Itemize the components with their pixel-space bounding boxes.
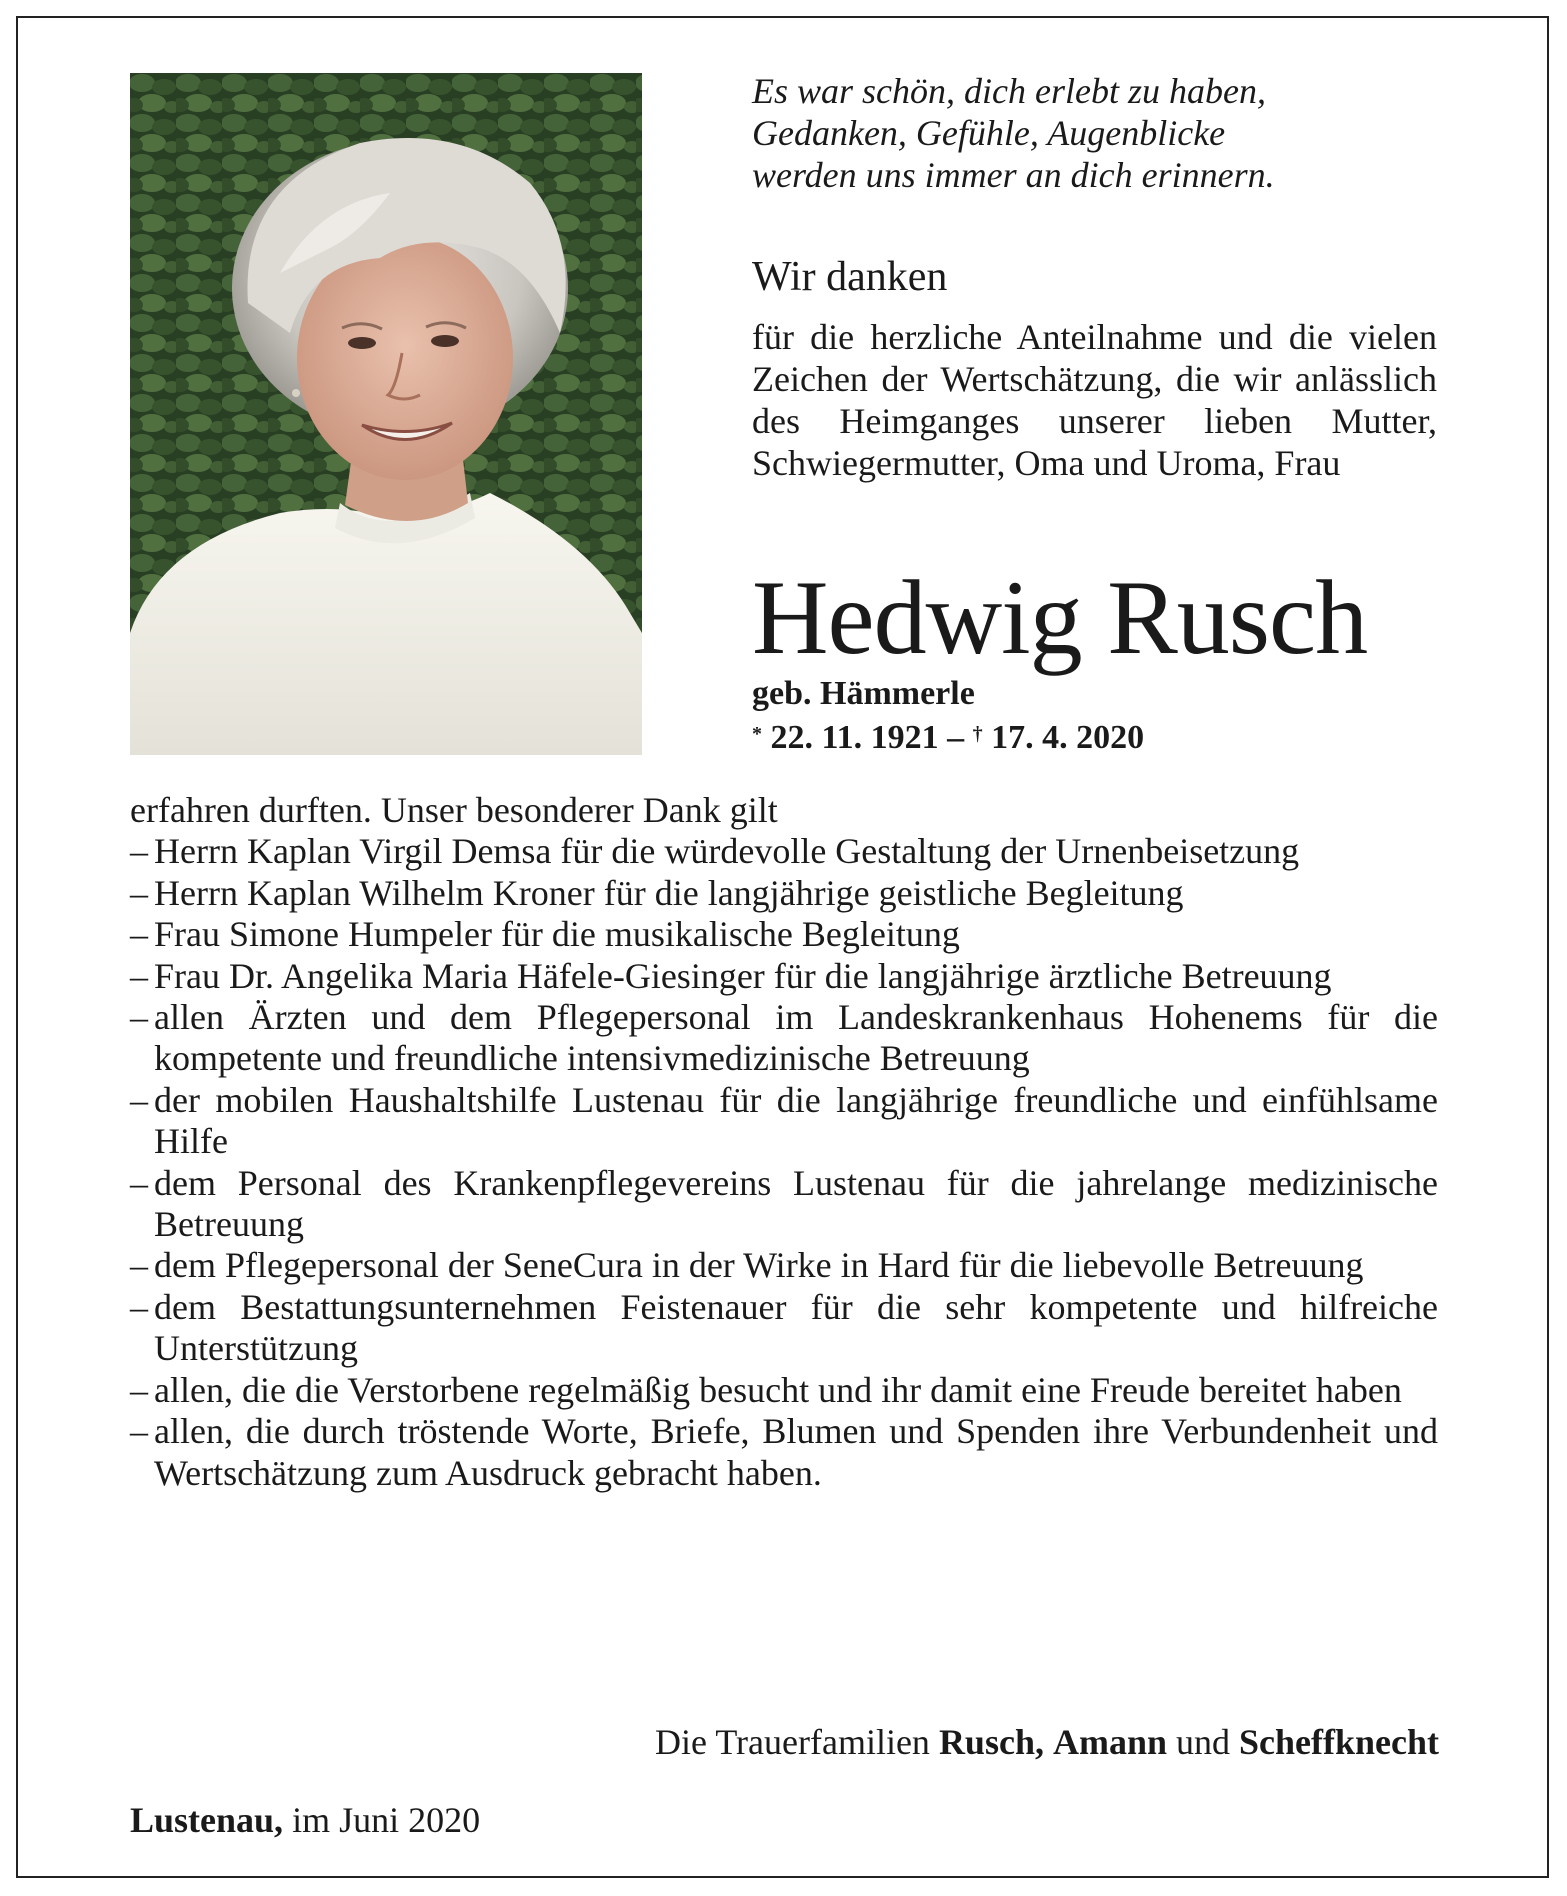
portrait-photo	[130, 73, 642, 755]
family-name: Amann	[1052, 1722, 1167, 1762]
list-item-text: dem Bestattungsunternehmen Feistenauer für die sehr kompetente und hilfreiche Unterstützung	[154, 1286, 1438, 1369]
poem	[752, 70, 1442, 196]
list-item	[130, 1370, 1438, 1411]
place: Lustenau,	[130, 1800, 284, 1840]
deceased-name: Hedwig Rusch	[752, 559, 1368, 676]
death-date: 17. 4. 2020	[991, 719, 1145, 756]
date: im Juni 2020	[292, 1800, 481, 1840]
list-item-text: allen Ärzten und dem Pflegepersonal im Landeskrankenhaus Hohenems für die kompetente und freundliche intensivmedizinische Betreuung	[154, 997, 1438, 1079]
families-prefix: Die Trauerfamilien	[654, 1722, 930, 1762]
dash-bullet: –	[130, 955, 148, 996]
right-column	[752, 70, 1442, 484]
list-item-text: Herrn Kaplan Wilhelm Kroner für die langjährige geistliche Begleitung	[154, 872, 1184, 913]
list-item-text: dem Pflegepersonal der SeneCura in der Wirke in Hard für die liebevolle Betreuung	[154, 1245, 1364, 1286]
acknowledgements	[130, 790, 1438, 1494]
maiden-name: geb. Hämmerle	[752, 675, 975, 712]
list-item	[130, 1080, 1438, 1163]
list-item	[130, 1411, 1438, 1494]
dash-bullet: –	[130, 1162, 148, 1203]
dash-bullet: –	[130, 1245, 148, 1286]
family-name: Scheffknecht	[1239, 1722, 1439, 1762]
dash-bullet: –	[130, 1079, 148, 1120]
death-cross-icon: †	[972, 723, 983, 745]
birth-star-icon: *	[752, 723, 762, 745]
list-item-text: Frau Simone Humpeler für die musikalische Begleitung	[154, 914, 960, 955]
families-conjunction: und	[1176, 1722, 1230, 1762]
place-and-date	[130, 1798, 480, 1842]
poem-line: Es war schön, dich erlebt zu haben,	[752, 71, 1266, 111]
list-item-text: Frau Dr. Angelika Maria Häfele-Giesinger für die langjährige ärztliche Betreuung	[154, 955, 1332, 996]
dash-bullet: –	[130, 997, 148, 1038]
list-item	[130, 956, 1438, 997]
list-item-text: allen, die die Verstorbene regelmäßig besucht und ihr damit eine Freude bereitet haben	[154, 1369, 1402, 1410]
list-item	[130, 831, 1438, 872]
signature-families	[655, 1720, 1439, 1764]
life-dates	[752, 716, 1144, 760]
dash-bullet: –	[130, 1286, 148, 1327]
poem-line: werden uns immer an dich erinnern.	[752, 155, 1275, 195]
list-item	[130, 873, 1438, 914]
list-item	[130, 1245, 1438, 1286]
list-item	[130, 1287, 1438, 1370]
dash-bullet: –	[130, 1411, 148, 1452]
list-item	[130, 997, 1438, 1080]
list-item-text: dem Personal des Krankenpflegevereins Lustenau für die jahrelange medizinische Betreuung	[154, 1162, 1438, 1245]
dash-bullet: –	[130, 872, 148, 913]
poem-line: Gedanken, Gefühle, Augenblicke	[752, 113, 1226, 153]
intro-text: für die herzliche Anteilnahme und die vielen Zeichen der Wertschätzung, die wir anlässlich des Heimganges unserer lieben Mutter, Schwiegermutter, Oma und Uroma, Frau	[752, 317, 1437, 483]
list-item-text: der mobilen Haushaltshilfe Lustenau für die langjährige freundliche und einfühlsame Hilfe	[154, 1079, 1438, 1162]
date-separator: –	[938, 719, 973, 756]
dash-bullet: –	[130, 914, 148, 955]
birth-date: 22. 11. 1921	[770, 719, 939, 756]
list-item	[130, 914, 1438, 955]
dash-bullet: –	[130, 831, 148, 872]
list-item-text: allen, die durch tröstende Worte, Briefe, Blumen und Spenden ihre Verbundenheit und Wertschätzung zum Ausdruck gebracht haben.	[154, 1411, 1438, 1493]
family-name: Rusch,	[938, 1722, 1044, 1762]
list-item-text: Herrn Kaplan Virgil Demsa für die würdevolle Gestaltung der Urnenbeisetzung	[154, 831, 1300, 872]
thanks-title: Wir danken	[752, 254, 948, 300]
dash-bullet: –	[130, 1369, 148, 1410]
lead-text: erfahren durften. Unser besonderer Dank gilt	[130, 790, 778, 830]
list-item	[130, 1163, 1438, 1246]
thanks-list	[130, 831, 1438, 1494]
